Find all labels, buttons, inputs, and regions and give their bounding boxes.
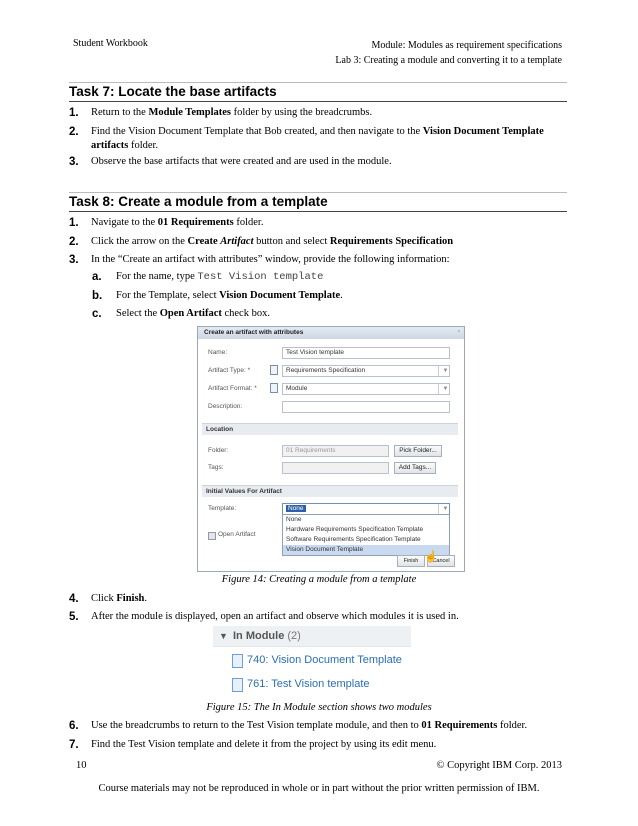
task8-step-3 xyxy=(69,253,569,267)
module-link-text[interactable]: 740: Vision Document Template xyxy=(247,654,402,666)
chevron-down-icon: ▼ xyxy=(438,384,449,394)
step-text: Navigate to the xyxy=(91,217,158,228)
step-bold: Vision Document Template artifacts xyxy=(91,126,544,151)
collapse-arrow-icon[interactable]: ▼ xyxy=(219,631,228,641)
open-artifact-label: Open Artifact xyxy=(218,531,256,538)
location-section-header: Location xyxy=(202,423,458,435)
module-link-text[interactable]: 761: Test Vision template xyxy=(247,678,370,690)
hand-cursor-icon: ☝ xyxy=(424,551,438,563)
step-text: Find the Vision Document Template that Bob created, and then navigate to the xyxy=(91,126,423,137)
task8-step-5 xyxy=(69,610,569,624)
name-label: Name: xyxy=(208,349,228,356)
task7-step-3 xyxy=(69,155,569,169)
task8-substep-b xyxy=(92,290,562,304)
task7-step-2 xyxy=(69,125,569,153)
template-option[interactable]: None xyxy=(286,516,302,523)
step-number: 2. xyxy=(69,236,79,248)
open-artifact-checkbox[interactable] xyxy=(208,532,216,540)
step-number: 6. xyxy=(69,720,79,732)
artifact-type-value: Requirements Specification xyxy=(286,367,366,374)
chevron-down-icon: ▼ xyxy=(438,504,449,514)
step-number: 7. xyxy=(69,739,79,751)
step-text: folder by using the breadcrumbs. xyxy=(231,107,373,118)
running-header-left: Student Workbook xyxy=(73,38,148,49)
task8-top-rule xyxy=(69,192,567,193)
running-header-right xyxy=(335,38,562,68)
in-module-header[interactable] xyxy=(213,626,411,647)
step-text: folder. xyxy=(233,217,264,228)
step-text: Return to the xyxy=(91,107,149,118)
step-bold: Module Templates xyxy=(148,107,232,118)
footer-note: Course materials may not be reproduced in whole or in part without the prior written permission of IBM. xyxy=(98,783,540,794)
step-number: 3. xyxy=(69,254,79,266)
task8-step-4 xyxy=(69,592,569,606)
task8-step-1 xyxy=(69,216,569,230)
step-text: check box. xyxy=(221,308,270,319)
close-icon[interactable]: ▫ xyxy=(457,328,460,335)
step-text: Find the Test Vision template and delete it from the project by using its edit menu. xyxy=(91,739,437,750)
task8-substep-a xyxy=(92,271,562,285)
step-number: 3. xyxy=(69,156,79,168)
step-bold: Open Artifact xyxy=(159,308,222,319)
module-icon xyxy=(232,654,243,668)
template-value: None xyxy=(288,505,304,512)
step-text: Observe the base artifacts that were created and are used in the module. xyxy=(91,156,392,167)
step-text: . xyxy=(144,593,148,604)
dialog-title: Create an artifact with attributes xyxy=(198,327,464,339)
initial-values-section-header: Initial Values For Artifact xyxy=(202,485,458,497)
artifact-type-label: Artifact Type: * xyxy=(208,367,251,374)
task8-step-6 xyxy=(69,719,569,733)
step-text: folder. xyxy=(128,140,159,151)
tags-field xyxy=(282,462,389,474)
in-module-title: In Module xyxy=(233,630,285,642)
cancel-button[interactable]: Cancel xyxy=(427,555,455,567)
step-text: folder. xyxy=(497,720,528,731)
module-link[interactable] xyxy=(247,654,402,666)
description-label: Description: xyxy=(208,403,243,410)
task7-rule xyxy=(69,101,567,102)
step-bold-italic: Artifact xyxy=(220,236,254,247)
folder-label: Folder: xyxy=(208,447,229,454)
task7-heading: Task 7: Locate the base artifacts xyxy=(69,84,277,99)
figure-15-caption: Figure 15: The In Module section shows two modules xyxy=(206,702,432,713)
step-number: 4. xyxy=(69,593,79,605)
step-text: Click xyxy=(91,593,117,604)
step-text: Click the arrow on the xyxy=(91,236,188,247)
template-option[interactable]: Software Requirements Specification Template xyxy=(286,536,421,543)
template-option[interactable]: Hardware Requirements Specification Template xyxy=(286,526,424,533)
pick-folder-button[interactable]: Pick Folder... xyxy=(394,445,442,457)
finish-button[interactable]: Finish xyxy=(397,555,425,567)
artifact-format-label: Artifact Format: * xyxy=(208,385,257,392)
artifact-type-select[interactable] xyxy=(282,365,450,377)
step-text: Select the xyxy=(116,308,160,319)
copyright: © Copyright IBM Corp. 2013 xyxy=(436,760,562,771)
module-link[interactable] xyxy=(247,678,370,690)
chevron-down-icon: ▼ xyxy=(438,366,449,376)
in-module-count: (2) xyxy=(287,630,301,642)
step-bold: Vision Document Template xyxy=(219,290,341,301)
step-number: 1. xyxy=(69,217,79,229)
in-module-panel xyxy=(213,626,411,696)
task7-step-1 xyxy=(69,106,569,120)
document-icon xyxy=(270,383,278,393)
template-option-selected[interactable]: Vision Document Template xyxy=(283,545,449,555)
task8-substep-c xyxy=(92,308,562,322)
step-number: 5. xyxy=(69,611,79,623)
task8-heading: Task 8: Create a module from a template xyxy=(69,194,328,209)
step-text: button and select xyxy=(253,236,330,247)
tags-label: Tags: xyxy=(208,464,224,471)
artifact-format-value: Module xyxy=(286,385,308,392)
substep-letter: c. xyxy=(92,308,102,320)
create-artifact-dialog xyxy=(197,326,465,572)
description-input[interactable] xyxy=(282,401,450,413)
header-lab-title: Lab 3: Creating a module and converting it to a template xyxy=(335,55,562,66)
step-number: 2. xyxy=(69,126,79,138)
step-text: For the name, type xyxy=(116,271,198,282)
module-icon xyxy=(232,678,243,692)
substep-letter: a. xyxy=(92,271,102,283)
step-text: After the module is displayed, open an artifact and observe which modules it is used in. xyxy=(91,611,459,622)
template-label: Template: xyxy=(208,505,237,512)
folder-field: 01 Requirements xyxy=(282,445,389,457)
artifact-format-select[interactable] xyxy=(282,383,450,395)
page-number: 10 xyxy=(76,760,87,771)
step-number: 1. xyxy=(69,107,79,119)
step-bold: Finish xyxy=(116,593,145,604)
task7-top-rule xyxy=(69,82,567,83)
task8-rule xyxy=(69,211,567,212)
header-module-title: Module: Modules as requirement specifications xyxy=(371,40,562,51)
step-bold: Requirements Specification xyxy=(329,236,454,247)
figure-14-caption: Figure 14: Creating a module from a template xyxy=(221,574,417,585)
add-tags-button[interactable]: Add Tags... xyxy=(394,462,436,474)
step-code: Test Vision template xyxy=(197,271,324,283)
document-icon xyxy=(270,365,278,375)
step-bold: 01 Requirements xyxy=(421,720,498,731)
step-text: . xyxy=(340,290,343,301)
step-bold: Create xyxy=(187,236,221,247)
name-input[interactable]: Test Vision template xyxy=(282,347,450,359)
step-text: For the Template, select xyxy=(116,290,220,301)
task8-step-7 xyxy=(69,738,569,752)
substep-letter: b. xyxy=(92,290,103,302)
step-text: In the “Create an artifact with attributes” window, provide the following information: xyxy=(91,254,450,265)
step-bold: 01 Requirements xyxy=(157,217,234,228)
task8-step-2 xyxy=(69,235,569,249)
step-text: Use the breadcrumbs to return to the Test Vision template module, and then to xyxy=(91,720,422,731)
